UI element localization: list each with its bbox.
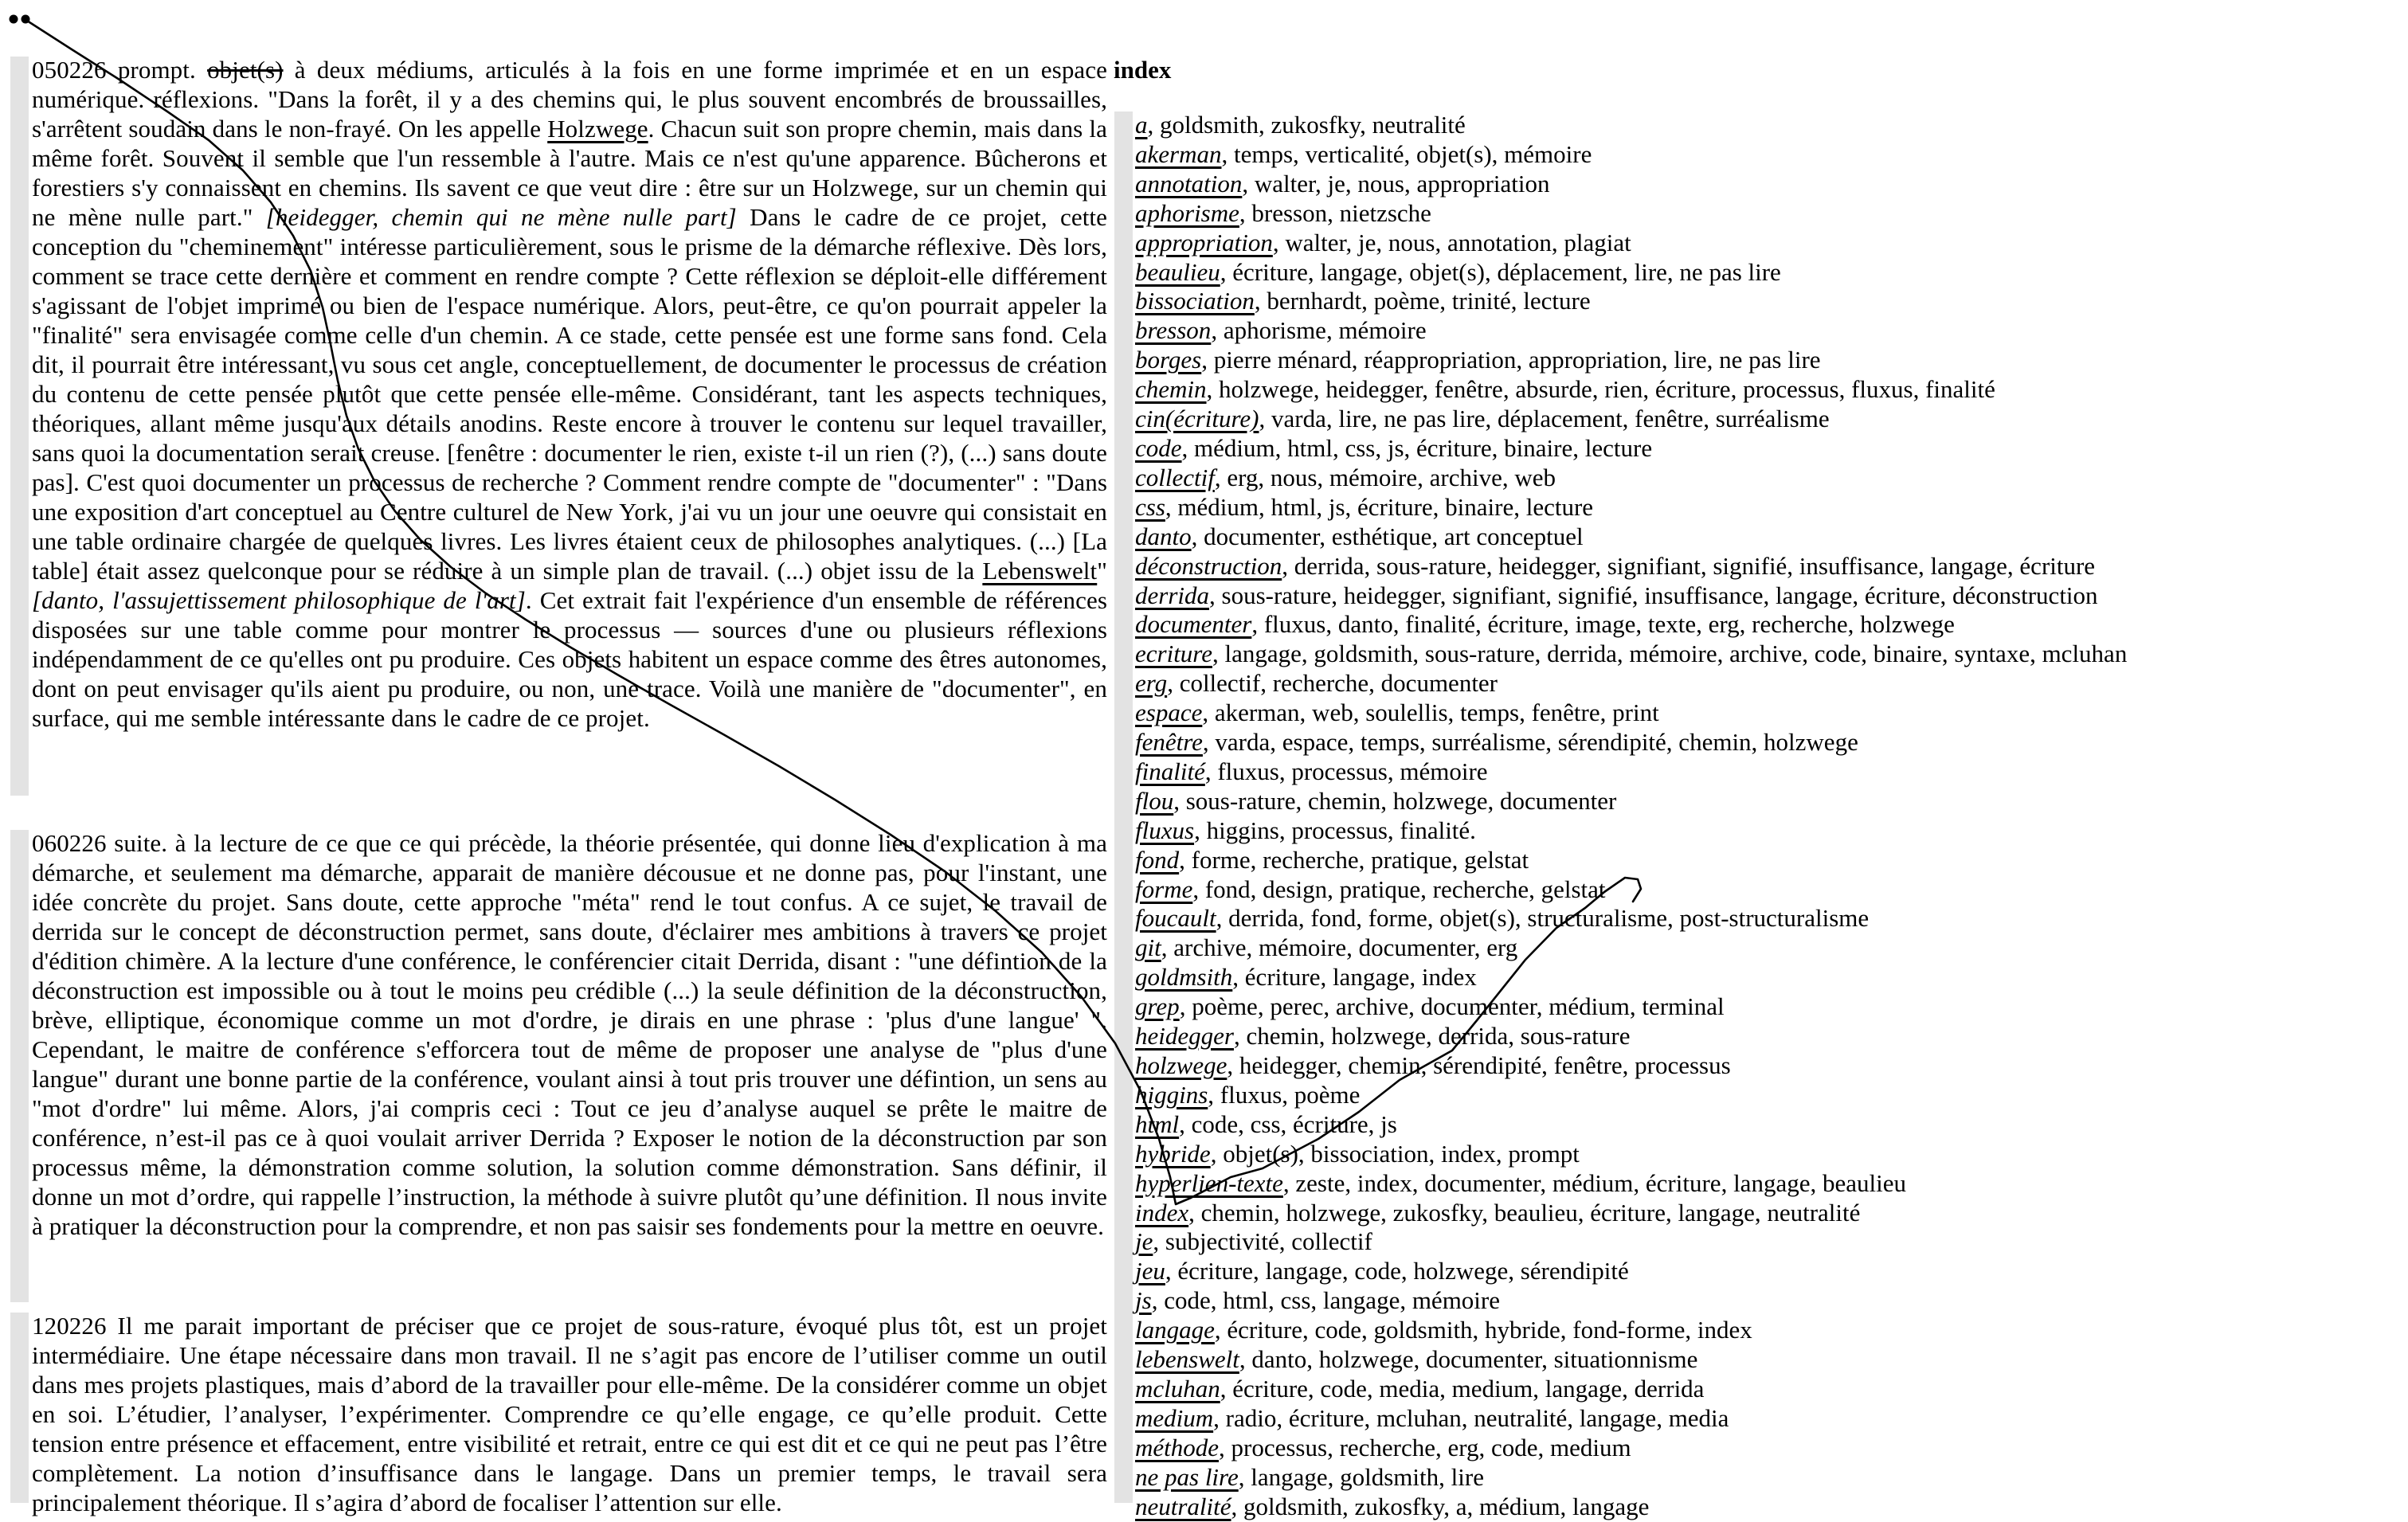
index-keywords: , aphorisme, mémoire	[1211, 316, 1427, 345]
index-keywords: , chemin, holzwege, zukosfky, beaulieu, écriture, langage, neutralité	[1188, 1198, 1861, 1227]
journal-text: 050226 prompt.	[32, 56, 208, 84]
index-entry	[1135, 581, 2402, 611]
index-entry	[1135, 669, 2402, 698]
index-term-link[interactable]: ne pas lire	[1135, 1462, 1239, 1491]
journal-paragraph	[32, 55, 1107, 733]
journal-text: à deux médiums, articulés à la fois en une forme imprimée et en un espace numérique. réflexions. "Dans la forêt, il y a des chemins qui, le plus souvent encombrés de broussailles, s'arrêtent soudain dans le non-frayé. On les appelle	[32, 56, 1107, 143]
index-entry	[1135, 405, 2402, 434]
index-entry	[1135, 375, 2402, 405]
index-entry	[1135, 610, 2402, 640]
index-term-link[interactable]: medium	[1135, 1403, 1214, 1432]
index-term-link[interactable]: js	[1135, 1286, 1152, 1315]
index-marker	[1114, 112, 1133, 1503]
index-entry	[1135, 258, 2402, 288]
index-entry	[1135, 522, 2402, 552]
index-term-link[interactable]: grep	[1135, 992, 1180, 1021]
journal-paragraph-marker-1	[10, 57, 29, 796]
index-term-link[interactable]: chemin	[1135, 375, 1207, 404]
index-entry	[1135, 1051, 2402, 1081]
index-keywords: , code, html, css, langage, mémoire	[1151, 1286, 1501, 1315]
index-keywords: , akerman, web, soulellis, temps, fenêtre, print	[1202, 698, 1659, 727]
index-keywords: , médium, html, css, js, écriture, binaire, lecture	[1181, 433, 1653, 462]
index-term-link[interactable]: css	[1135, 492, 1165, 521]
index-keywords: , radio, écriture, mcluhan, neutralité, langage, media	[1213, 1403, 1729, 1432]
index-entry	[1135, 140, 2402, 170]
index-keywords: , chemin, holzwege, derrida, sous-rature	[1233, 1022, 1631, 1051]
index-term-link[interactable]: espace	[1135, 698, 1203, 727]
index-term-link[interactable]: forme	[1135, 874, 1193, 903]
index-term-link[interactable]: hybride	[1135, 1139, 1211, 1168]
index-entry	[1135, 728, 2402, 757]
index-term-link[interactable]: html	[1135, 1109, 1180, 1138]
index-entry	[1135, 1081, 2402, 1110]
index-term-link[interactable]: foucault	[1135, 904, 1216, 933]
ink-dot-left	[10, 15, 18, 24]
index-term-link[interactable]: goldmsith	[1135, 963, 1233, 992]
index-entry	[1135, 757, 2402, 787]
index-keywords: , subjectivité, collectif	[1153, 1227, 1372, 1256]
index-term-link[interactable]: aphorisme	[1135, 198, 1239, 227]
index-entry	[1135, 1463, 2402, 1493]
index-keywords: , varda, espace, temps, surréalisme, sérendipité, chemin, holzwege	[1202, 728, 1858, 757]
struck-word: objet(s)	[207, 56, 284, 84]
index-keywords: , derrida, sous-rature, heidegger, signifiant, signifié, insuffisance, langage, écriture	[1282, 551, 2096, 580]
index-keywords: , erg, nous, mémoire, archive, web	[1214, 463, 1556, 491]
index-entry	[1135, 434, 2402, 464]
index-term-link[interactable]: heidegger	[1135, 1022, 1234, 1051]
index-keywords: , goldsmith, zukosfky, a, médium, langage	[1231, 1492, 1650, 1520]
index-term-link[interactable]: borges	[1135, 346, 1202, 374]
index-entry	[1135, 992, 2402, 1022]
index-term-link[interactable]: cin(écriture)	[1135, 405, 1259, 433]
index-keywords: , sous-rature, chemin, holzwege, documenter	[1173, 786, 1617, 815]
index-term-link[interactable]: a	[1135, 111, 1148, 139]
reference-note: [danto, l'assujettissement philosophique de l'art]	[32, 586, 526, 614]
index-term-link[interactable]: flou	[1135, 786, 1174, 815]
reference-note: [heidegger, chemin qui ne mène nulle part]	[265, 203, 737, 231]
ink-dots	[10, 15, 30, 24]
index-term-link[interactable]: fluxus	[1135, 816, 1195, 844]
index-term-link[interactable]: méthode	[1135, 1433, 1220, 1461]
index-term-link[interactable]: code	[1135, 433, 1182, 462]
index-entry	[1135, 816, 2402, 846]
index-keywords: , derrida, fond, forme, objet(s), structuralisme, post-structuralisme	[1216, 904, 1870, 933]
index-keywords: , fond, design, pratique, recherche, gelstat	[1192, 874, 1606, 903]
index-term-link[interactable]: neutralité	[1135, 1492, 1231, 1520]
index-entry	[1135, 464, 2402, 493]
ink-dot-right	[22, 15, 30, 24]
index-keywords: , médium, html, js, écriture, binaire, lecture	[1165, 492, 1594, 521]
index-term-link[interactable]: fenêtre	[1135, 728, 1203, 757]
index-keywords: , écriture, langage, objet(s), déplacement, lire, ne pas lire	[1220, 257, 1781, 286]
index-keywords: , pierre ménard, réappropriation, appropriation, lire, ne pas lire	[1201, 346, 1821, 374]
index-keywords: , écriture, code, goldsmith, hybride, fond-forme, index	[1214, 1316, 1752, 1344]
index-keywords: , processus, recherche, erg, code, medium	[1219, 1433, 1631, 1461]
journal-paragraph-marker-2	[10, 830, 29, 1302]
index-entry	[1135, 111, 2402, 140]
index-keywords: , walter, je, nous, annotation, plagiat	[1272, 228, 1631, 256]
index-entry	[1135, 1493, 2402, 1522]
index-entry	[1135, 170, 2402, 199]
index-keywords: , langage, goldsmith, sous-rature, derrida, mémoire, archive, code, binaire, syntaxe, mcluhan	[1212, 640, 2128, 668]
index-term-link[interactable]: holzwege	[1135, 1051, 1227, 1079]
journal-text: "	[1097, 557, 1107, 585]
journal-paragraph	[32, 1311, 1107, 1517]
index-keywords: , forme, recherche, pratique, gelstat	[1179, 845, 1529, 874]
index-entry	[1135, 316, 2402, 346]
index-term-link[interactable]: jeu	[1135, 1257, 1165, 1285]
index-term-link[interactable]: ecriture	[1135, 640, 1212, 668]
index-entry	[1135, 287, 2402, 316]
index-term-link[interactable]: finalité	[1135, 757, 1205, 785]
index-term-link[interactable]: erg	[1135, 669, 1168, 698]
index-entry	[1135, 640, 2402, 669]
index-term-link[interactable]: lebenswelt	[1135, 1345, 1239, 1374]
index-entry	[1135, 963, 2402, 992]
index-keywords: , heidegger, chemin, sérendipité, fenêtre, processus	[1227, 1051, 1731, 1079]
journal-text: . Cet extrait fait l'expérience d'un ensemble de références disposées sur une table comme pour montrer le processus — sources d'une ou plusieurs réflexions indépendamment de ce qu'elles ont pu produire. Ces objets habitent un espace comme des êtres autonomes, dont on peut envisager qu'ils aient pu produire, ou non, une trace. Voilà une manière de "documenter", en surface, qui me semble intéressante dans le cadre de ce projet.	[32, 586, 1107, 732]
index-entry	[1135, 787, 2402, 816]
index-keywords: , poème, perec, archive, documenter, médium, terminal	[1179, 992, 1725, 1021]
journal-term-link[interactable]: Lebenswelt	[982, 557, 1098, 585]
index-term-link[interactable]: collectif	[1135, 463, 1215, 491]
index-term-link[interactable]: hyperlien-texte	[1135, 1168, 1283, 1197]
index-keywords: , archive, mémoire, documenter, erg	[1161, 933, 1518, 962]
index-entry	[1135, 1404, 2402, 1434]
index-term-link[interactable]: documenter	[1135, 610, 1252, 639]
index-keywords: , goldsmith, zukosfky, neutralité	[1147, 111, 1466, 139]
index-keywords: , higgins, processus, finalité.	[1194, 816, 1476, 844]
index-entry	[1135, 229, 2402, 258]
index-entry	[1135, 1375, 2402, 1404]
index-entry	[1135, 1169, 2402, 1199]
index-entry	[1135, 904, 2402, 933]
index-keywords: , objet(s), bissociation, index, prompt	[1210, 1139, 1580, 1168]
index-term-link[interactable]: danto	[1135, 522, 1192, 550]
journal-paragraph	[32, 828, 1107, 1241]
index-term-link[interactable]: fond	[1135, 845, 1180, 874]
index-term-link[interactable]: appropriation	[1135, 228, 1273, 256]
index-list	[1135, 111, 2402, 1522]
index-entry	[1135, 875, 2402, 905]
index-keywords: , fluxus, danto, finalité, écriture, image, texte, erg, recherche, holzwege	[1251, 610, 1955, 639]
index-term-link[interactable]: langage	[1135, 1316, 1215, 1344]
index-term-link[interactable]: index	[1135, 1198, 1189, 1227]
index-keywords: , écriture, code, media, medium, langage, derrida	[1220, 1374, 1705, 1403]
index-entry	[1135, 846, 2402, 875]
index-entry	[1135, 1140, 2402, 1169]
index-keywords: , danto, holzwege, documenter, situationnisme	[1239, 1345, 1698, 1374]
index-term-link[interactable]: derrida	[1135, 581, 1209, 609]
index-keywords: , langage, goldsmith, lire	[1238, 1462, 1484, 1491]
index-keywords: , documenter, esthétique, art conceptuel	[1191, 522, 1584, 550]
index-term-link[interactable]: git	[1135, 933, 1161, 962]
index-entry	[1135, 1316, 2402, 1345]
index-keywords: , bresson, nietzsche	[1239, 198, 1431, 227]
index-entry	[1135, 1286, 2402, 1316]
journal-paragraph-marker-3	[10, 1313, 29, 1503]
index-entry	[1135, 1022, 2402, 1051]
journal-text: 120226 Il me parait important de préciser que ce projet de sous-rature, évoqué plus tôt, est un projet intermédiaire. Une étape nécessaire dans mon travail. Il ne s’agit pas encore de l’utiliser comme un outil dans mes projets plastiques, mais d’abord de la travailler pour elle-même. De la considérer comme un objet en soi. L’étudier, l’analyser, l’expérimenter. Comprendre ce qu’elle engage, ce qu’elle produit. Cette tension entre présence et effacement, entre visibilité et retrait, entre ce qui est dit et ce qui ne peut pas l’être complètement. La notion d’insuffisance dans le langage. Dans un premier temps, le travail sera principalement théorique. Il s’agira d’abord de focaliser l’attention sur elle.	[32, 1312, 1107, 1516]
index-keywords: , écriture, langage, index	[1232, 963, 1477, 992]
index-term-link[interactable]: je	[1135, 1227, 1153, 1256]
index-entry	[1135, 552, 2402, 581]
journal-text: Dans le cadre de ce projet, cette conception du "cheminement" intéresse particulièrement, sous le prisme de la démarche réflexive. Dès lors, comment se trace cette dernière et comment en rendre compte ? Cette réflexion se déploit-elle différement s'agissant de l'objet imprimé ou bien de l'espace numérique. Alors, peut-être, ce qu'on pourrait appeler la "finalité" sera envisagée comme celle d'un chemin. A ce stade, cette pensée est une forme sans fond. Cela dit, il pourrait être intéressant, vu sous cet angle, conceptuellement, de documenter le processus de création du contenu de cette pensée plutôt que cette pensée elle-même. Considérant, tant les aspects techniques, théoriques, allant même jusqu'aux détails anodins. Reste encore à trouver le contenu sur lequel travailler, sans quoi la documentation serait creuse. [fenêtre : documenter le rien, existe t-il un rien (?), (...) sans doute pas]. C'est quoi documenter un processus de recherche ? Comment rendre compte de "documenter" : "Dans une exposition d'art conceptuel au Centre culturel de New York, j'ai vu un jour une oeuvre qui consistait en une table ordinaire chargée de quelques livres. Les livres étaient ceux de philosophes analytiques. (...) [La table] était assez quelconque pour se réduire à un simple plan de travail. (...) objet issu de la	[32, 203, 1107, 585]
index-entry	[1135, 698, 2402, 728]
index-keywords: , code, css, écriture, js	[1179, 1109, 1397, 1138]
index-keywords: , fluxus, processus, mémoire	[1204, 757, 1488, 785]
index-term-link[interactable]: déconstruction	[1135, 551, 1282, 580]
index-entry	[1135, 1345, 2402, 1375]
index-entry	[1135, 346, 2402, 375]
index-term-link[interactable]: bissociation	[1135, 287, 1255, 315]
index-keywords: , fluxus, poème	[1208, 1080, 1361, 1109]
index-entry	[1135, 933, 2402, 963]
index-term-link[interactable]: bresson	[1135, 316, 1212, 345]
index-entry	[1135, 199, 2402, 229]
index-keywords: , temps, verticalité, objet(s), mémoire	[1221, 139, 1592, 168]
journal-text: 060226 suite. à la lecture de ce que ce qui précède, la théorie présentée, qui donne lieu d'explication à ma démarche, et seulement ma démarche, apparait de manière décousue et ne donne pas, pour l'instant, une idée concrète du projet. Sans doute, cette approche "méta" rend le tout confus. A ce sujet, le travail de derrida sur le concept de déconstruction permet, sans doute, d'éclairer mes ambitions à travers ce projet d'édition chimère. A la lecture d'une conférence, le conférencier citait Derrida, disant : "une défintion de la déconstruction est impossible ou à tout le moins peu crédible (...) la seule définition de la déconstruction, brève, elliptique, économique comme un mot d'ordre, je dirais en une phrase : 'plus d'une langue' ". Cependant, le maitre de conférence s'efforcera tout de même de proposer une analyse de "plus d'une langue" durant une bonne partie de la conférence, voulant ainsi à tout pris trouver une défintion, un sens au "mot d'ordre" lui même. Alors, j'ai compris ceci : Tout ce jeu d’analyse auquel se prête le maitre de conférence, n’est-il pas ce à quoi voulait arriver Derrida ? Exposer le notion de la déconstruction par son processus même, la démonstration comme solution, la solution comme démonstration. Sans définir, il donne un mot d’ordre, qui rappelle l’instruction, la méthode à suivre plutôt qu’une définition. Il nous invite à pratiquer la déconstruction pour la comprendre, et non pas saisir ses fondements pour la mettre en oeuvre.	[32, 829, 1107, 1240]
index-keywords: , holzwege, heidegger, fenêtre, absurde, rien, écriture, processus, fluxus, finalité	[1206, 375, 1995, 404]
index-term-link[interactable]: akerman	[1135, 139, 1222, 168]
journal-text: . Chacun suit son propre chemin, mais dans la même forêt. Souvent il semble que l'un ressemble à l'autre. Mais ce n'est qu'une apparence. Bûcherons et forestiers s'y connaissent en chemins. Ils savent ce que veut dire : être sur un Holzwege, sur un chemin qui ne mène nulle part."	[32, 115, 1107, 231]
index-keywords: , walter, je, nous, appropriation	[1242, 169, 1550, 198]
index-term-link[interactable]: beaulieu	[1135, 257, 1220, 286]
index-entry	[1135, 1434, 2402, 1463]
index-entry	[1135, 1227, 2402, 1257]
index-keywords: , sous-rature, heidegger, signifiant, signifié, insuffisance, langage, écriture, déconstruction	[1209, 581, 2098, 609]
index-term-link[interactable]: higgins	[1135, 1080, 1208, 1109]
index-keywords: , collectif, recherche, documenter	[1167, 669, 1498, 698]
index-term-link[interactable]: mcluhan	[1135, 1374, 1220, 1403]
index-entry	[1135, 1257, 2402, 1286]
journal-term-link[interactable]: Holzwege	[547, 115, 648, 143]
index-keywords: , varda, lire, ne pas lire, déplacement, fenêtre, surréalisme	[1259, 405, 1830, 433]
index-entry	[1135, 493, 2402, 522]
index-title: index	[1114, 56, 1172, 84]
index-term-link[interactable]: annotation	[1135, 169, 1243, 198]
index-keywords: , zeste, index, documenter, médium, écriture, langage, beaulieu	[1282, 1168, 1906, 1197]
index-keywords: , écriture, langage, code, holzwege, sérendipité	[1165, 1257, 1629, 1285]
index-entry	[1135, 1110, 2402, 1140]
index-keywords: , bernhardt, poème, trinité, lecture	[1254, 287, 1591, 315]
index-entry	[1135, 1199, 2402, 1228]
